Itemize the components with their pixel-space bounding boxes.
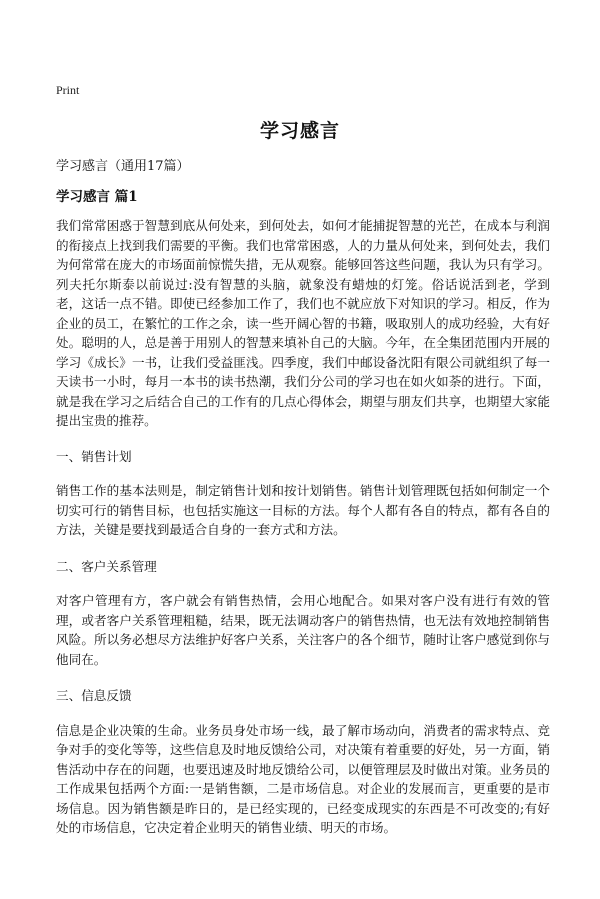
article-heading: 学习感言 篇1 bbox=[56, 189, 138, 205]
article-body bbox=[56, 216, 550, 838]
section-heading-sales-plan: 一、销售计划 bbox=[56, 448, 132, 464]
intro-paragraph: 我们常常困惑于智慧到底从何处来，到何处去，如何才能捕捉智慧的光芒，在成本与利润的衔接点上找到我们需要的平衡。我们也常常困惑，人的力量从何处来，到何处去，我们为何常常在庞大的市场面前惊慌失措，无从观察。能够回答这些问题，我认为只有学习。列夫托尔斯泰以前说过:没有智慧的头脑，就象没有蜡烛的灯笼。俗话说活到老，学到老，这话一点不错。即使已经参加工作了，我们也不就应放下对知识的学习。相反，作为企业的员工，在繁忙的工作之余，读一些开阔心智的书籍，吸取别人的成功经验，大有好处。聪明的人，总是善于用别人的智慧来填补自己的大脑。今年，在全集团范围内开展的学习《成长》一书，让我们受益匪浅。四季度，我们中邮设备沈阳有限公司就组织了每一天读书一小时，每月一本书的读书热潮，我们分公司的学习也在如火如荼的进行。下面，就是我在学习之后结合自己的工作有的几点心得体会，期望与朋友们共享，也期望大家能提出宝贵的推荐。 bbox=[56, 218, 550, 428]
section-heading-information-feedback: 三、信息反馈 bbox=[56, 688, 132, 703]
page-title: 学习感言 bbox=[259, 120, 340, 142]
section-body-customer-relations: 对客户管理有方，客户就会有销售热情，会用心地配合。如果对客户没有进行有效的管理，或者客户关系管理粗糙，结果，既无法调动客户的销售热情，也无法有效地控制销售风险。所以务必想尽方法维护好客户关系，关注客户的各个细节，随时让客户感觉到你与他同在。 bbox=[56, 593, 550, 667]
section-heading-customer-relations: 二、客户关系管理 bbox=[56, 558, 157, 574]
section-body-information-feedback: 信息是企业决策的生命。业务员身处市场一线，最了解市场动向，消费者的需求特点、竞争对手的变化等等，这些信息及时地反馈给公司，对决策有着重要的好处，另一方面，销售活动中存在的问题，也要迅速及时地反馈给公司，以便管理层及时做出对策。业务员的工作成果包括两个方面:一是销售额，二是市场信息。对企业的发展而言，更重要的是市场信息。因为销售额是昨日的，是已经实现的，已经变成现实的东西是不可改变的;有好处的市场信息，它决定着企业明天的销售业绩、明天的市场。 bbox=[56, 722, 550, 835]
print-link[interactable]: Print bbox=[56, 83, 80, 97]
document-subtitle: 学习感言（通用17篇） bbox=[56, 159, 190, 174]
section-body-sales-plan: 销售工作的基本法则是，制定销售计划和按计划销售。销售计划管理既包括如何制定一个切实可行的销售目标，也包括实施这一目标的方法。每个人都有各自的特点，都有各自的方法，关键是要找到最适合自身的一套方式和方法。 bbox=[56, 483, 550, 537]
